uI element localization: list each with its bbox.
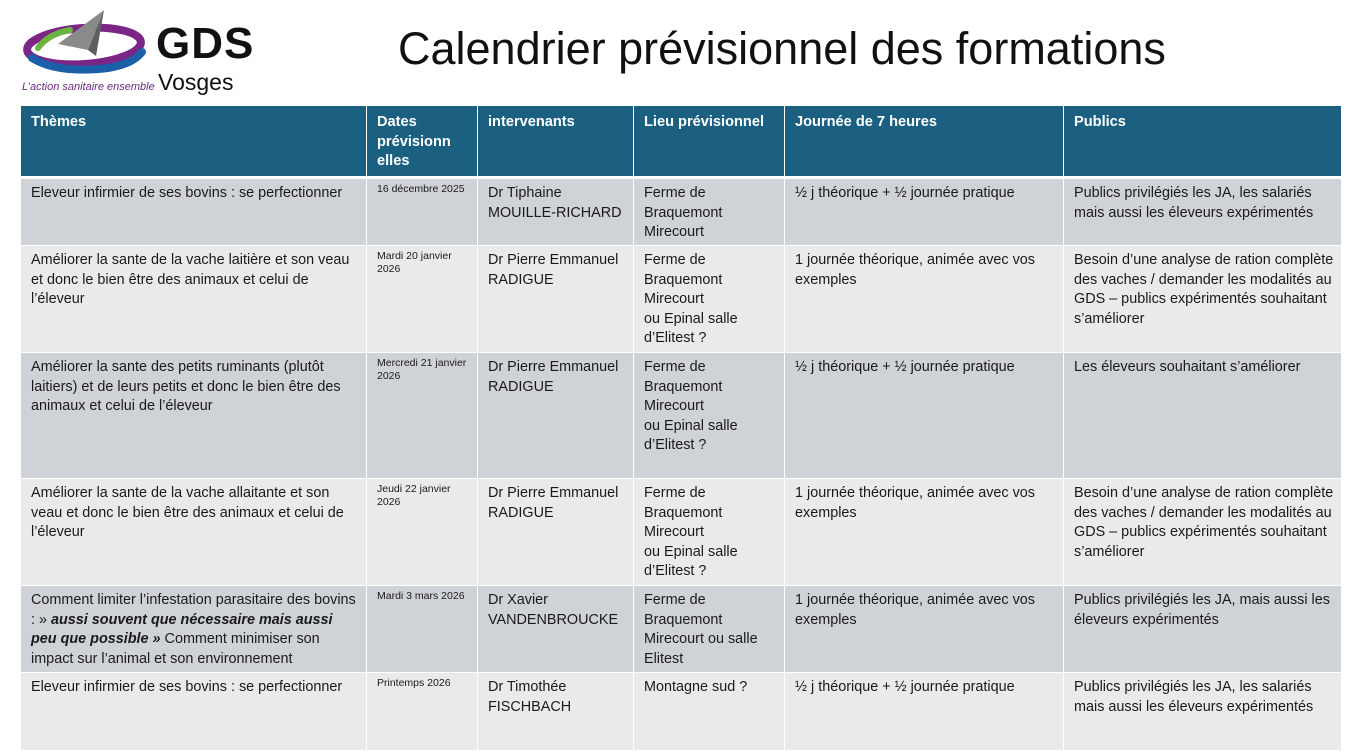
header-journee: Journée de 7 heures [785, 106, 1064, 178]
cell-journee: ½ j théorique + ½ journée pratique [785, 673, 1064, 751]
cell-journee: 1 journée théorique, animée avec vos exemples [785, 586, 1064, 673]
cell-date: 16 décembre 2025 [367, 178, 478, 246]
table-header-row [21, 106, 1342, 178]
cell-date: Mercredi 21 janvier 2026 [367, 353, 478, 479]
cell-publics: Besoin d’une analyse de ration complète des vaches / demander les modalités au GDS – publics expérimentés souhaitant s’améliorer [1064, 479, 1342, 586]
cell-theme: Eleveur infirmier de ses bovins : se perfectionner [21, 673, 367, 751]
cell-intervenant: Dr Xavier VANDENBROUCKE [478, 586, 634, 673]
table-row [21, 479, 1342, 586]
page-title: Calendrier prévisionnel des formations [398, 23, 1166, 74]
cell-journee: 1 journée théorique, animée avec vos exemples [785, 246, 1064, 353]
cell-date: Printemps 2026 [367, 673, 478, 751]
cell-publics: Les éleveurs souhaitant s’améliorer [1064, 353, 1342, 479]
gds-logo [18, 8, 288, 100]
table-row [21, 673, 1342, 751]
cell-intervenant: Dr Tiphaine MOUILLE-RICHARD [478, 178, 634, 246]
cell-publics: Publics privilégiés les JA, les salariés mais aussi les éleveurs expérimentés [1064, 178, 1342, 246]
theme-intro: Comment limiter l’infestation parasitaire des bovins : » [31, 592, 356, 628]
cell-date: Jeudi 22 janvier 2026 [367, 479, 478, 586]
lieu-main: Ferme de Braquemont Mirecourt [644, 485, 723, 540]
cell-intervenant: Dr Pierre Emmanuel RADIGUE [478, 353, 634, 479]
cell-date: Mardi 20 janvier 2026 [367, 246, 478, 353]
header-dates: Dates prévisionn elles [367, 106, 478, 178]
table-row [21, 586, 1342, 673]
cell-publics: Publics privilégiés les JA, mais aussi les éleveurs expérimentés [1064, 586, 1342, 673]
table-row [21, 353, 1342, 479]
cell-lieu [634, 353, 785, 479]
cell-theme: Améliorer la sante des petits ruminants (plutôt laitiers) et de leurs petits et donc le bien être des animaux et celui de l’éleveur [21, 353, 367, 479]
header-intervenants: intervenants [478, 106, 634, 178]
lieu-alternative: ou Epinal salle d’Elitest ? [644, 310, 738, 346]
training-calendar-table [20, 105, 1342, 751]
lieu-main: Ferme de Braquemont Mirecourt [644, 359, 723, 414]
cell-theme [21, 586, 367, 673]
cell-intervenant: Dr Timothée FISCHBACH [478, 673, 634, 751]
cell-journee: 1 journée théorique, animée avec vos exemples [785, 479, 1064, 586]
cell-intervenant: Dr Pierre Emmanuel RADIGUE [478, 479, 634, 586]
table-row [21, 246, 1342, 353]
logo-region: Vosges [158, 69, 234, 95]
lieu-main: Ferme de Braquemont Mirecourt [644, 252, 723, 307]
cell-journee: ½ j théorique + ½ journée pratique [785, 353, 1064, 479]
cell-lieu [634, 479, 785, 586]
cell-publics: Publics privilégiés les JA, les salariés mais aussi les éleveurs expérimentés [1064, 673, 1342, 751]
cell-theme: Améliorer la sante de la vache laitière et son veau et donc le bien être des animaux et celui de l’éleveur [21, 246, 367, 353]
cell-theme: Eleveur infirmier de ses bovins : se perfectionner [21, 178, 367, 246]
cell-publics: Besoin d’une analyse de ration complète des vaches / demander les modalités au GDS – publics expérimentés souhaitant s’améliorer [1064, 246, 1342, 353]
header-publics: Publics [1064, 106, 1342, 178]
cell-lieu [634, 246, 785, 353]
table-row [21, 178, 1342, 246]
theme-outro: Comment minimiser son impact sur l’animal et son environnement [31, 631, 320, 667]
cell-journee: ½ j théorique + ½ journée pratique [785, 178, 1064, 246]
cell-intervenant: Dr Pierre Emmanuel RADIGUE [478, 246, 634, 353]
cell-lieu: Ferme de Braquemont Mirecourt ou salle Elitest [634, 586, 785, 673]
lieu-alternative: ou Epinal salle d’Elitest ? [644, 543, 738, 579]
logo-name: GDS [156, 19, 255, 68]
cell-theme: Améliorer la sante de la vache allaitante et son veau et donc le bien être des animaux et celui de l’éleveur [21, 479, 367, 586]
cell-lieu: Montagne sud ? [634, 673, 785, 751]
cell-lieu: Ferme de Braquemont Mirecourt [634, 178, 785, 246]
logo-tagline: L’action sanitaire ensemble [22, 81, 155, 93]
theme-emphasis: aussi souvent que nécessaire mais aussi peu que possible » [31, 611, 333, 647]
header-themes: Thèmes [21, 106, 367, 178]
lieu-alternative: ou Epinal salle d’Elitest ? [644, 417, 738, 453]
cell-date: Mardi 3 mars 2026 [367, 586, 478, 673]
header-lieu: Lieu prévisionnel [634, 106, 785, 178]
gds-emblem-icon [18, 8, 154, 88]
